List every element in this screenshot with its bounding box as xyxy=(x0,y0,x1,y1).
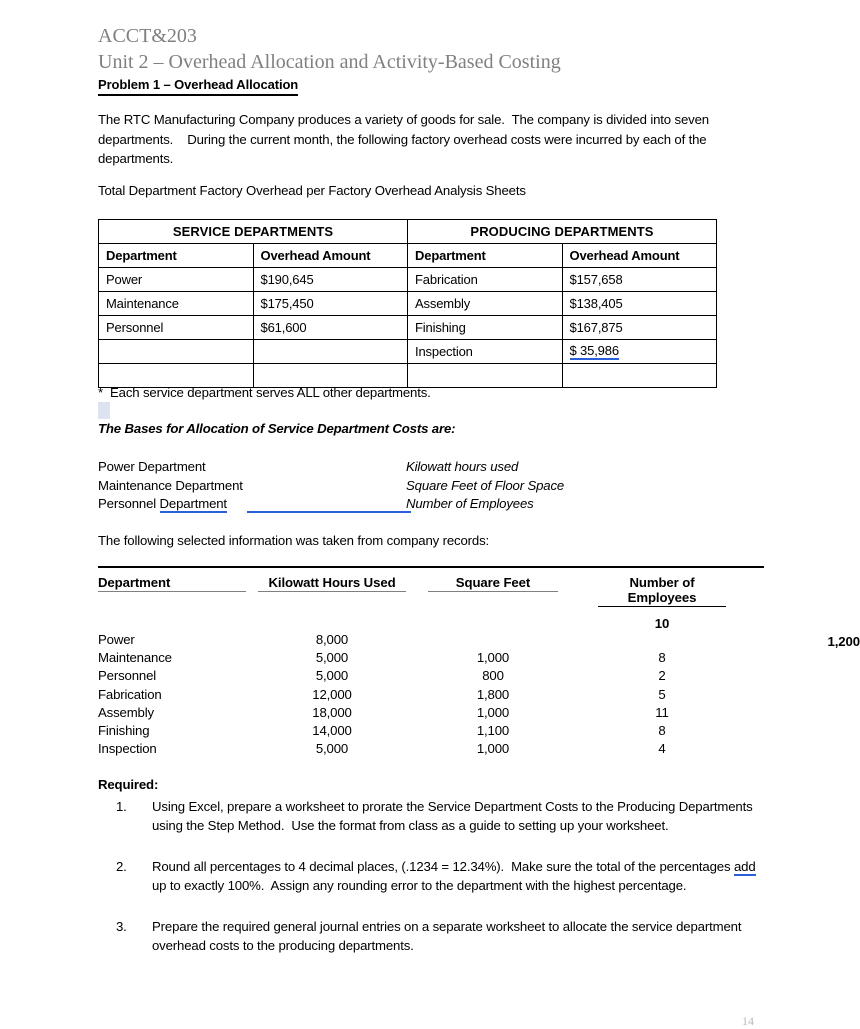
list-item-number: 1. xyxy=(116,799,127,814)
table-row xyxy=(99,268,717,292)
cell-service-dept: Maintenance xyxy=(99,292,254,316)
cell-department: Personnel xyxy=(98,668,157,684)
intro-line-2: departments. During the current month, the following factory overhead costs were incurred by each of the xyxy=(98,131,707,147)
cell-producing-dept: Fabrication xyxy=(408,268,563,292)
cell-department: Finishing xyxy=(98,722,150,738)
cell-producing-dept xyxy=(408,364,563,388)
intro-paragraph xyxy=(98,110,726,169)
table-row xyxy=(99,316,717,340)
bases-department: Personnel Department xyxy=(98,496,227,511)
cell-service-dept: Power xyxy=(99,268,254,292)
cell-kilowatt-hours: 5,000 xyxy=(315,650,349,666)
table-row xyxy=(98,687,764,705)
cell-kilowatt-hours: 12,000 xyxy=(312,686,352,702)
page-number: 14 xyxy=(742,1014,754,1028)
bases-section-title: The Bases for Allocation of Service Department Costs are: xyxy=(98,421,456,436)
group-header-producing: PRODUCING DEPARTMENTS xyxy=(408,220,717,244)
cell-service-amount: $175,450 xyxy=(253,292,408,316)
bases-department: Maintenance Department xyxy=(98,477,243,493)
table-row xyxy=(98,705,764,723)
cell-producing-amount xyxy=(562,364,717,388)
cell-kilowatt-hours: 8,000 xyxy=(315,632,349,647)
list-item-text: Using Excel, prepare a worksheet to prorate the Service Department Costs to the Producing Departments using the Step Method. Use the format from class as a guide to setting up your worksheet. xyxy=(152,799,753,833)
cell-kilowatt-hours: 18,000 xyxy=(312,704,352,720)
cell-service-dept xyxy=(99,340,254,364)
col-header-producing-amount: Overhead Amount xyxy=(562,244,717,268)
cell-service-amount xyxy=(253,340,408,364)
table-row xyxy=(98,650,764,668)
table-column-header-row xyxy=(99,244,717,268)
cell-square-feet: 1,000 xyxy=(476,704,510,720)
bases-allocation-list xyxy=(98,458,718,514)
cell-department: Assembly xyxy=(98,704,154,720)
cell-service-amount xyxy=(253,364,408,388)
document-heading xyxy=(98,24,798,96)
list-item-number: 3. xyxy=(116,919,127,934)
cell-department: Maintenance xyxy=(98,650,172,666)
cell-employees: 8 xyxy=(658,650,666,666)
list-item-line: Round all percentages to 4 decimal places, (.1234 = 12.34%). Make sure the total of the percentages add xyxy=(152,859,756,874)
list-item xyxy=(98,857,768,895)
stray-value-far-right: 1,200 xyxy=(827,634,860,649)
spellcheck-flagged-word: Department xyxy=(159,496,227,511)
col-header-department: Department xyxy=(98,575,246,592)
underline-extension xyxy=(247,511,411,513)
header-underline xyxy=(258,591,406,592)
text-selection-artifact xyxy=(98,402,110,419)
cell-square-feet: 1,000 xyxy=(476,741,510,757)
col-header-square-feet: Square Feet xyxy=(428,575,558,592)
header-underline xyxy=(598,606,726,607)
cell-employees: 4 xyxy=(658,741,666,757)
cell-producing-dept: Inspection xyxy=(408,340,563,364)
cell-service-dept: Personnel xyxy=(99,316,254,340)
list-item-text: Prepare the required general journal entries on a separate worksheet to allocate the service department overhead costs to the producing departments. xyxy=(152,919,742,953)
col-header-producing-department: Department xyxy=(408,244,563,268)
col-header-number-of-employees: Number of Employees xyxy=(598,575,726,607)
cell-kilowatt-hours: 5,000 xyxy=(315,741,349,757)
required-heading: Required: xyxy=(98,777,159,792)
list-item-number: 2. xyxy=(116,859,127,874)
bases-basis: Number of Employees xyxy=(406,496,534,511)
list-item xyxy=(98,797,768,835)
cell-kilowatt-hours: 14,000 xyxy=(312,722,352,738)
table-row xyxy=(99,340,717,364)
cell-producing-amount: $138,405 xyxy=(562,292,717,316)
table-row xyxy=(98,741,764,759)
cell-producing-amount xyxy=(562,340,717,364)
bases-row xyxy=(98,458,718,477)
list-item-text: Round all percentages to 4 decimal places, (.1234 = 12.34%). Make sure the total of the percentages add up to exactly 100%. Assign any rounding error to the department with the highest percentage. xyxy=(152,857,768,895)
col-header-service-amount: Overhead Amount xyxy=(253,244,408,268)
header-underline xyxy=(98,591,246,592)
list-item xyxy=(98,917,768,955)
bases-basis: Kilowatt hours used xyxy=(406,459,519,474)
spellcheck-flagged-word: add xyxy=(733,859,756,874)
cell-employees: 2 xyxy=(658,668,666,684)
cell-square-feet: 1,800 xyxy=(476,686,510,702)
intro-line-3: departments. xyxy=(98,151,174,166)
cell-department: Inspection xyxy=(98,741,157,757)
cell-producing-dept: Finishing xyxy=(408,316,563,340)
col-header-kilowatt-hours: Kilowatt Hours Used xyxy=(258,575,406,592)
cell-producing-amount: $167,875 xyxy=(562,316,717,340)
cell-department: Power xyxy=(98,632,135,647)
table-row xyxy=(98,723,764,741)
bases-department: Power Department xyxy=(98,459,206,474)
cell-square-feet: 1,100 xyxy=(476,722,510,738)
course-code: ACCT&203 xyxy=(98,25,197,47)
stray-value-employees: 10 xyxy=(654,616,670,631)
table-row xyxy=(98,632,764,650)
required-list xyxy=(98,797,768,977)
cell-producing-dept: Assembly xyxy=(408,292,563,316)
table-row xyxy=(98,668,764,686)
table-row xyxy=(99,292,717,316)
intro-line-1: The RTC Manufacturing Company produces a variety of goods for sale. The company is divided into seven xyxy=(98,112,709,127)
cell-square-feet: 1,000 xyxy=(476,650,510,666)
cell-service-amount: $190,645 xyxy=(253,268,408,292)
col-header-service-department: Department xyxy=(99,244,254,268)
cell-producing-amount: $157,658 xyxy=(562,268,717,292)
cell-service-dept xyxy=(99,364,254,388)
problem-title: Problem 1 – Overhead Allocation xyxy=(98,76,298,96)
table-row xyxy=(99,364,717,388)
table-footnote: * Each service department serves ALL other departments. xyxy=(98,385,431,400)
cell-employees: 5 xyxy=(658,686,666,702)
department-overhead-table xyxy=(98,219,717,388)
table-group-header-row xyxy=(99,220,717,244)
cell-employees: 11 xyxy=(655,704,669,720)
cell-square-feet: 800 xyxy=(482,668,504,684)
overhead-caption: Total Department Factory Overhead per Factory Overhead Analysis Sheets xyxy=(98,183,526,198)
cell-employees: 8 xyxy=(658,722,666,738)
header-underline xyxy=(428,591,558,592)
unit-title: Unit 2 – Overhead Allocation and Activity-Based Costing xyxy=(98,51,561,73)
records-intro-line: The following selected information was taken from company records: xyxy=(98,533,490,548)
bases-basis: Square Feet of Floor Space xyxy=(406,477,565,493)
cell-service-amount: $61,600 xyxy=(253,316,408,340)
spellcheck-flagged-amount: $ 35,986 xyxy=(569,343,619,358)
table-body xyxy=(98,632,764,759)
cell-kilowatt-hours: 5,000 xyxy=(315,668,349,684)
selected-information-table xyxy=(98,566,860,759)
bases-row xyxy=(98,477,718,496)
group-header-service: SERVICE DEPARTMENTS xyxy=(99,220,408,244)
cell-department: Fabrication xyxy=(98,686,162,702)
